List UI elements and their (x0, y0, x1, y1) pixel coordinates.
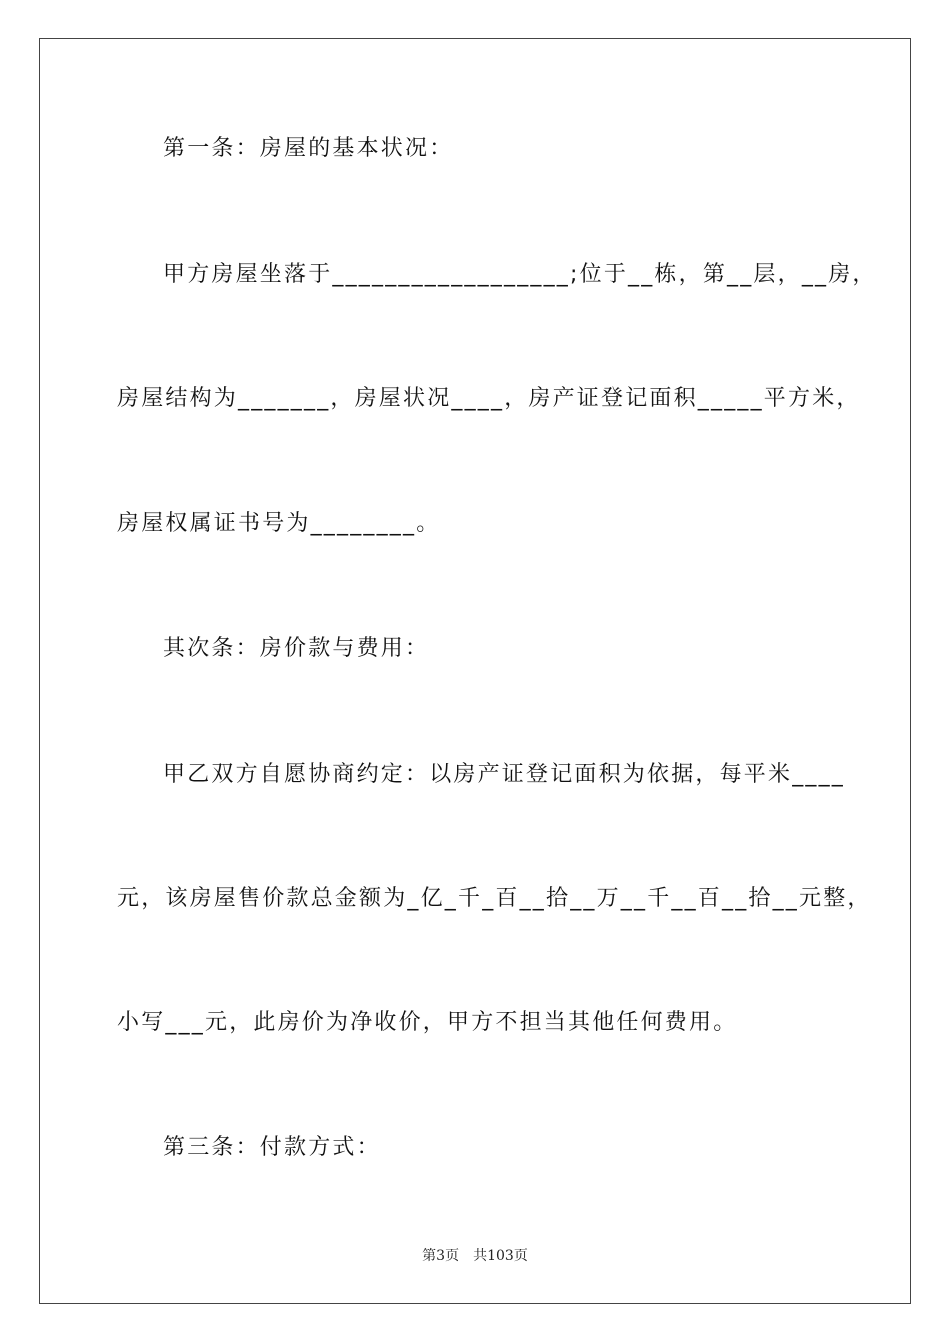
paragraph-line: 房屋权属证书号为________。 (117, 511, 441, 536)
clause-2-heading: 其次条：房价款与费用： (163, 636, 430, 661)
page-footer (0, 1246, 950, 1266)
paragraph-line: 房屋结构为_______，房屋状况____，房产证登记面积_____平方米， (117, 386, 861, 411)
clause-3-heading: 第三条：付款方式： (163, 1135, 381, 1160)
paragraph-line: 元，该房屋售价款总金额为_亿_千_百__拾__万__千__百__拾__元整， (117, 886, 872, 911)
total-pages: 共103页 (473, 1248, 528, 1264)
page-number: 第3页 (422, 1248, 460, 1264)
paragraph-line: 小写___元，此房价为净收价，甲方不担当其他任何费用。 (117, 1010, 738, 1035)
paragraph-line: 甲乙双方自愿协商约定：以房产证登记面积为依据，每平米____ (163, 762, 846, 787)
page-border (39, 38, 911, 1304)
clause-1-heading: 第一条：房屋的基本状况： (163, 136, 454, 161)
paragraph-line: 甲方房屋坐落于__________________;位于__栋，第__层，__房， (163, 262, 877, 287)
